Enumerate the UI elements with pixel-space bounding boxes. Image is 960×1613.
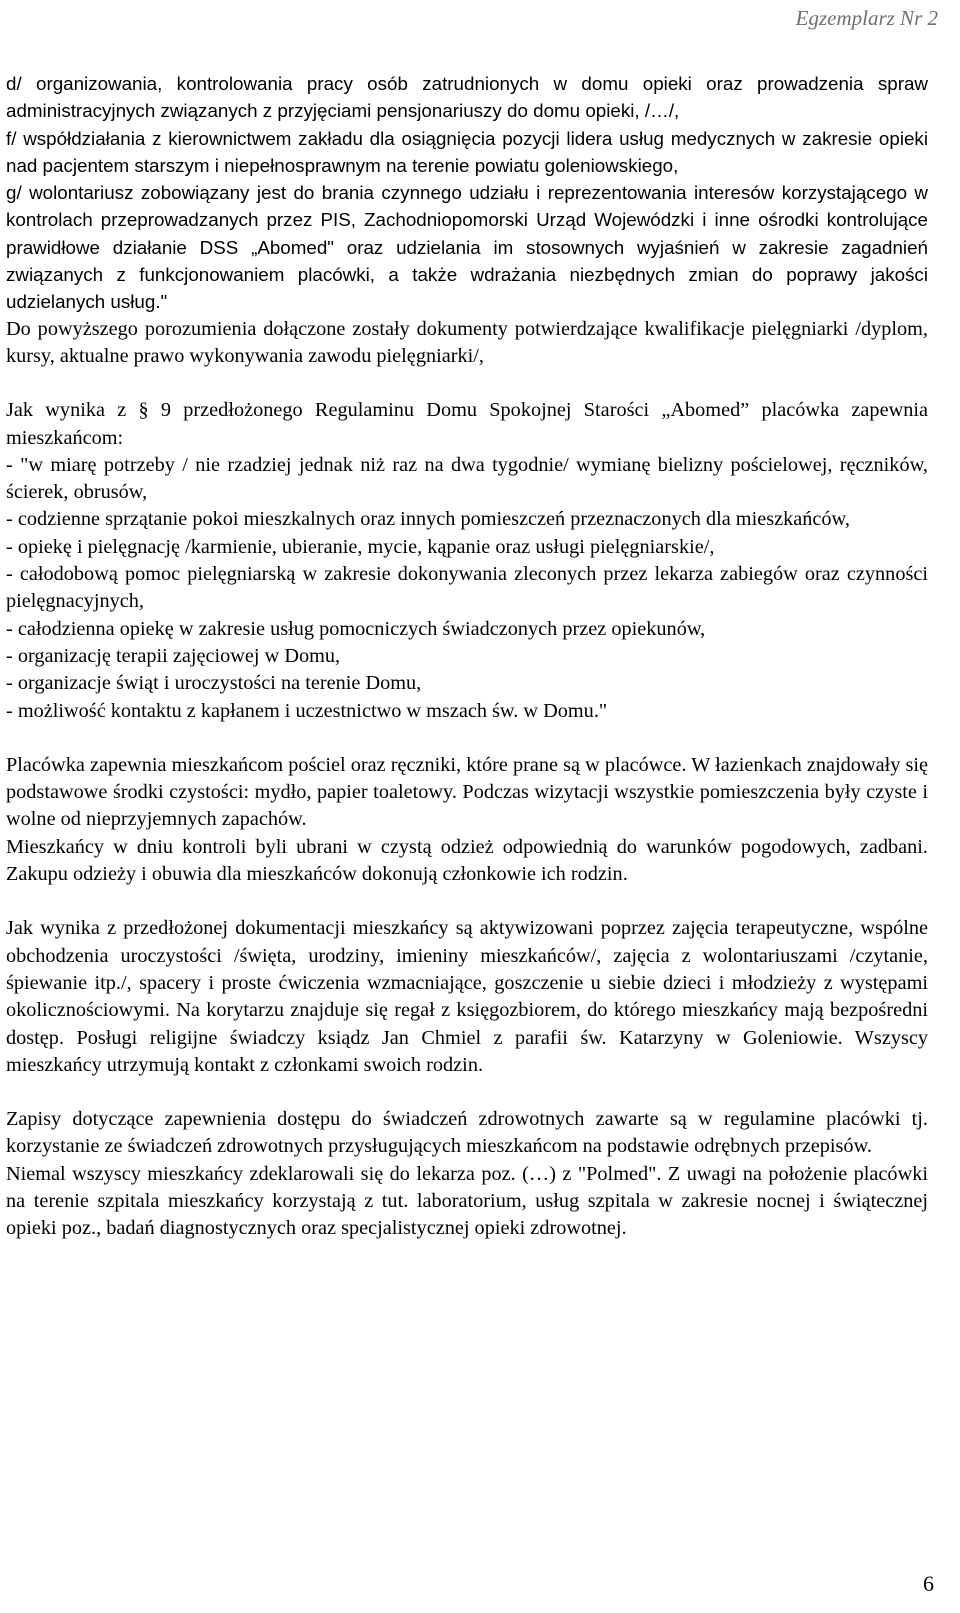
page-number: 6	[923, 1571, 934, 1596]
regulations-item: - organizacje świąt i uroczystości na terenie Domu,	[6, 672, 422, 695]
regulations-section	[6, 397, 928, 725]
duty-item-d: d/ organizowania, kontrolowania pracy osób zatrudnionych w domu opieki oraz prowadzenia spraw administracyjnych związanych z przyjęciami pensjonariuszy do domu opieki, /…/,	[6, 73, 928, 122]
document-body	[6, 70, 928, 1243]
hygiene-section	[6, 752, 928, 888]
regulations-item: - całodzienna opiekę w zakresie usług pomocniczych świadczonych przez opiekunów,	[6, 617, 706, 640]
paragraph-gap	[6, 370, 928, 397]
doctor-paragraph: Niemal wszyscy mieszkańcy zdeklarowali się do lekarza poz. (…) z "Polmed". Z uwagi na położenie placówki na terenie szpitala mieszkańcy korzystają z tut. laboratorium, usług szpitala w zakresie nocnej i świątecznej opieki poz., badań diagnostycznych oraz specjalistycznej opieki zdrowotnej.	[6, 1162, 928, 1240]
regulations-item: - możliwość kontaktu z kapłanem i uczestnictwo w mszach św. w Domu."	[6, 699, 608, 722]
activities-paragraph: Jak wynika z przedłożonej dokumentacji mieszkańcy są aktywizowani poprzez zajęcia terapeutyczne, wspólne obchodzenia uroczystości /święta, urodziny, imieniny mieszkańców/, zajęcia z wolontariuszami /czytanie, śpiewanie itp./, spacery i proste ćwiczenia wzmacniające, goszczenie u siebie dzieci i młodzieży z występami okolicznościowymi. Na korytarzu znajduje się regał z księgozbiorem, do którego mieszkańcy mają bezpośredni dostęp. Posługi religijne świadczy ksiądz Jan Chmiel z parafii św. Katarzyny w Goleniowie. Wszyscy mieszkańcy utrzymują kontakt z członkami swoich rodzin.	[6, 917, 928, 1076]
duty-item-g: g/ wolontariusz zobowiązany jest do brania czynnego udziału i reprezentowania interesów korzystającego w kontrolach przeprowadzanych przez PIS, Zachodniopomorski Urząd Wojewódzki i inne ośrodki kontrolujące prawidłowe działanie DSS „Abomed" oraz udzielania im stosownych wyjaśnień w zakresie zagadnień związanych z funkcjonowaniem placówki, a także wdrażania niezbędnych zmian do poprawy jakości udzielanych usług."	[6, 182, 928, 313]
copy-number-label: Egzemplarz Nr 2	[795, 6, 938, 30]
regulations-intro: Jak wynika z § 9 przedłożonego Regulaminu Domu Spokojnej Starości „Abomed” placówka zapewnia mieszkańcom:	[6, 399, 928, 449]
regulations-item: - całodobową pomoc pielęgniarską w zakresie dokonywania zleconych przez lekarza zabiegów oraz czynności pielęgnacyjnych,	[6, 563, 928, 613]
paragraph-gap	[6, 888, 928, 915]
activities-section	[6, 915, 928, 1079]
regulations-item: - codzienne sprzątanie pokoi mieszkalnych oraz innych pomieszczeń przeznaczonych dla mieszkańców,	[6, 508, 850, 531]
paragraph-gap	[6, 725, 928, 752]
regulations-item: - opiekę i pielęgnację /karmienie, ubieranie, mycie, kąpanie oraz usługi pielęgniarskie/,	[6, 535, 715, 558]
attachments-paragraph: Do powyższego porozumienia dołączone zostały dokumenty potwierdzające kwalifikacje pielęgniarki /dyplom, kursy, aktualne prawo wykonywania zawodu pielęgniarki/,	[6, 317, 928, 367]
regulations-item: - organizację terapii zajęciowej w Domu,	[6, 644, 341, 667]
paragraph-gap	[6, 1079, 928, 1106]
regulations-item: - "w miarę potrzeby / nie rzadziej jednak niż raz na dwa tygodnie/ wymianę bielizny pościelowej, ręczników, ścierek, obrusów,	[6, 453, 928, 504]
volunteer-duties-section	[6, 70, 928, 370]
duty-item-f: f/ współdziałania z kierownictwem zakładu dla osiągnięcia pozycji lidera usług medycznych w zakresie opieki nad pacjentem starszym i niepełnosprawnym na terenie powiatu goleniowskiego,	[6, 127, 928, 176]
hygiene-paragraph: Placówka zapewnia mieszkańcom pościel oraz ręczniki, które prane są w placówce. W łazienkach znajdowały się podstawowe środki czystości: mydło, papier toaletowy. Podczas wizytacji wszystkie pomieszczenia były czyste i wolne od nieprzyjemnych zapachów.	[6, 753, 928, 831]
healthcare-section	[6, 1106, 928, 1242]
clothing-paragraph: Mieszkańcy w dniu kontroli byli ubrani w czystą odzież odpowiednią do warunków pogodowych, zadbani. Zakupu odzieży i obuwia dla mieszkańców dokonują członkowie ich rodzin.	[6, 835, 928, 886]
healthcare-access-paragraph: Zapisy dotyczące zapewnienia dostępu do świadczeń zdrowotnych zawarte są w regulamine placówki tj. korzystanie ze świadczeń zdrowotnych przysługujących mieszkańcom na podstawie odrębnych przepisów.	[6, 1108, 928, 1158]
